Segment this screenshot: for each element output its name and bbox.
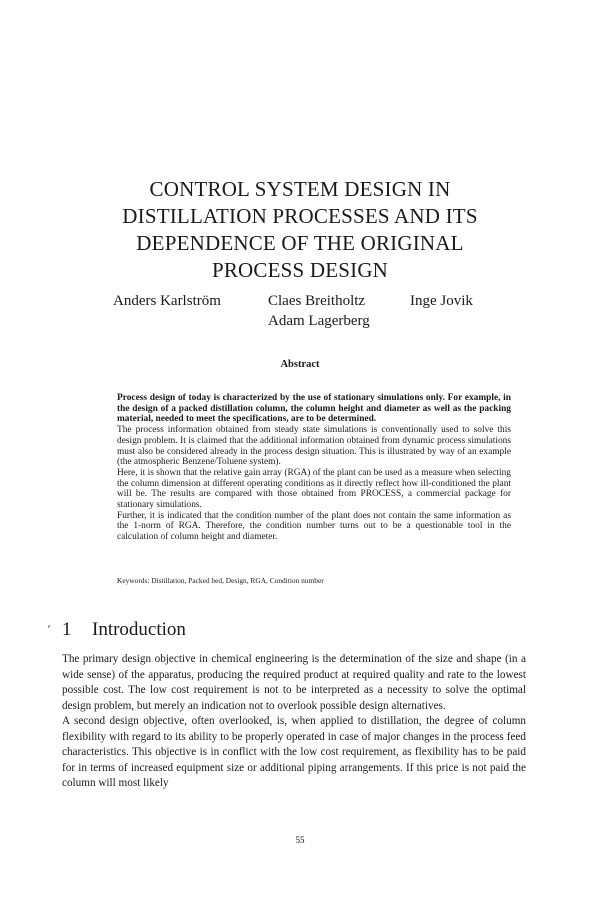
title-line: PROCESS DESIGN bbox=[211, 258, 389, 282]
author-name: Claes Breitholtz bbox=[268, 293, 366, 309]
body-text bbox=[62, 652, 526, 792]
section-heading bbox=[62, 618, 186, 642]
abstract-paragraph: Here, it is shown that the relative gain array (RGA) of the plant can be used as a measure when selecting the column dimension at different operating conditions as it directly reflect how ill-conditioned the plant will be. The results are compared with those obtained from PROCESS, a commercial package for stationary simulations. bbox=[117, 467, 511, 511]
body-paragraph: A second design objective, often overlooked, is, when applied to distillation, the degree of column flexibility with regard to its ability to be properly operated in case of major changes in the process feed characteristics. This objective is in conflict with the low cost requirement, as flexibility has to be paid for in terms of increased equipment size or additional piping arrangements. If this price is not paid the column will most likely bbox=[62, 715, 526, 789]
title-line: DEPENDENCE OF THE ORIGINAL bbox=[136, 231, 464, 255]
author-name: Adam Lagerberg bbox=[268, 313, 370, 329]
abstract-paragraph: Process design of today is characterized by the use of stationary simulations only. For example, in the design of a packed distillation column, the column height and diameter as well as the packing material, needed to meet the specifications, are to be determined. bbox=[117, 393, 511, 425]
abstract-body bbox=[117, 393, 511, 543]
margin-mark: ’ bbox=[47, 623, 51, 637]
keywords-line: Keywords: Distillation, Packed bed, Design, RGA, Condition number bbox=[117, 576, 324, 585]
section-number: 1 bbox=[62, 619, 72, 640]
paper-title bbox=[60, 176, 540, 284]
body-paragraph: The primary design objective in chemical engineering is the determination of the size and shape (in a wide sense) of the apparatus, producing the required product at required quality and rate to the lowest possible cost. The low cost requirement is not to be interpreted as a necessity to solve the optimal design problem, but merely an indication not to overlook possible design alternatives. bbox=[62, 653, 526, 712]
author-name: Inge Jovik bbox=[410, 293, 473, 309]
section-title: Introduction bbox=[92, 619, 186, 640]
abstract-heading: Abstract bbox=[280, 359, 320, 370]
title-line: CONTROL SYSTEM DESIGN IN bbox=[149, 177, 451, 201]
author-name: Anders Karlström bbox=[113, 293, 221, 309]
abstract-paragraph: Further, it is indicated that the condition number of the plant does not contain the same information as the 1-norm of RGA. Therefore, the condition number turns out to be a questionable tool in the calculation of column height and diameter. bbox=[117, 510, 511, 543]
abstract-paragraph: The process information obtained from steady state simulations is conventionally used to solve this design problem. It is claimed that the additional information obtained from dynamic process simulations must also be considered already in the process design situation. This is illustrated by way of an example (the atmospheric Benzene/Toluene system). bbox=[117, 425, 511, 468]
title-line: DISTILLATION PROCESSES AND ITS bbox=[122, 204, 478, 228]
page-number: 55 bbox=[295, 835, 305, 845]
